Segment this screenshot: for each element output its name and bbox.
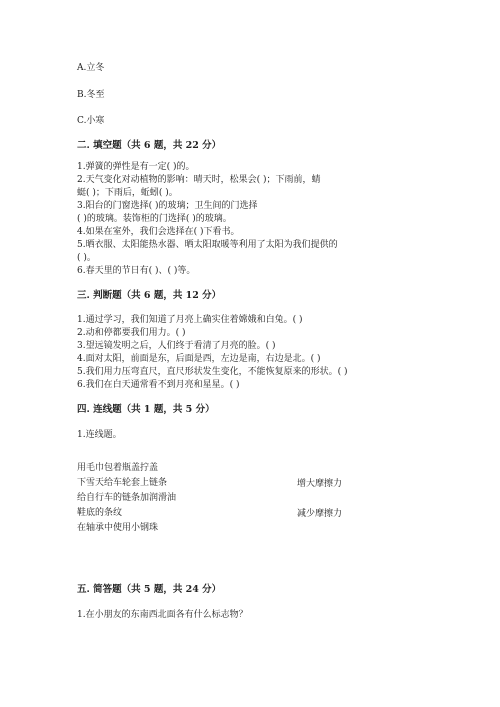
section-4-heading: 四. 连线题（共 1 题，共 5 分）	[77, 404, 215, 415]
matching-question: 1.连线题。	[77, 430, 122, 440]
fill-line: 2.天气变化对动植物的影响：晴天时，松果会( )；下雨前，蜻	[77, 175, 321, 185]
section-2-heading: 二. 填空题（共 6 题，共 22 分）	[77, 140, 222, 151]
match-left-item: 在轴承中使用小钢珠	[77, 523, 159, 533]
short-answer-question: 1.在小朋友的东南西北面各有什么标志物？	[77, 610, 248, 620]
match-left-item: 用毛巾包着瓶盖拧盖	[77, 463, 159, 473]
fill-line: 1.弹簧的弹性是有一定( )的。	[77, 162, 195, 172]
choice-c: C.小寒	[77, 116, 105, 126]
fill-line: 6.春天里的节日有( )、( )等。	[77, 266, 196, 276]
judge-line: 6.我们在白天通常看不到月亮和星星。( )	[77, 380, 240, 390]
judge-line: 3.望远镜发明之后，人们终于看清了月亮的脸。( )	[77, 341, 276, 351]
fill-line: 3.阳台的门窗选择( )的玻璃；卫生间的门选择	[77, 201, 258, 211]
fill-line: ( )。	[77, 253, 96, 263]
judge-line: 5.我们用力压弯直尺，直尺形状发生变化，不能恢复原来的形状。( )	[77, 367, 348, 377]
judge-line: 1.通过学习，我们知道了月亮上确实住着嫦娥和白兔。( )	[77, 315, 303, 325]
choice-a: A.立冬	[77, 63, 105, 73]
fill-line: ( )的玻璃。装饰柜的门选择( )的玻璃。	[77, 214, 232, 224]
judge-line: 4.面对太阳，前面是东，后面是西，左边是南，右边是北。( )	[77, 354, 321, 364]
choice-b: B.冬至	[77, 90, 105, 100]
section-5-heading: 五. 简答题（共 5 题，共 24 分）	[77, 584, 222, 595]
match-right-item: 减少摩擦力	[297, 509, 343, 519]
match-left-item: 鞋底的条纹	[77, 508, 123, 518]
match-left-item: 下雪天给车轮套上链条	[77, 478, 168, 488]
fill-line: 4.如果在室外，我们会选择在( )下看书。	[77, 227, 240, 237]
judge-line: 2.动和停都要我们用力。( )	[77, 328, 186, 338]
fill-line: 蜓( )；下雨后，蚯蚓( )。	[77, 188, 178, 198]
section-3-heading: 三. 判断题（共 6 题，共 12 分）	[77, 290, 222, 301]
fill-line: 5.晒衣服、太阳能热水器、晒太阳取暖等利用了太阳为我们提供的	[77, 240, 338, 250]
match-right-item: 增大摩擦力	[297, 479, 343, 489]
match-left-item: 给自行车的链条加润滑油	[77, 493, 177, 503]
